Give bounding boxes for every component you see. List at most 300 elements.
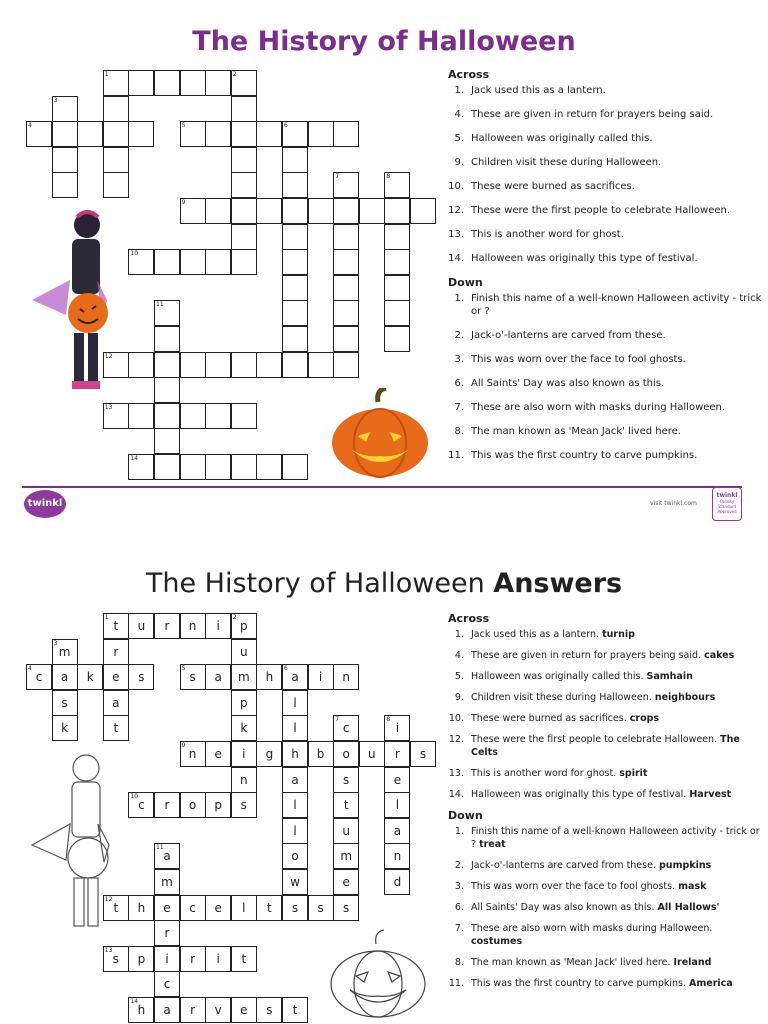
answers-across-heading: Across <box>448 612 490 625</box>
crossword-cell[interactable] <box>205 121 231 147</box>
clue-item <box>448 84 763 97</box>
clue-number: 3. <box>454 354 464 365</box>
clue-number: 6. <box>454 378 464 389</box>
cell-number: 14 <box>130 998 139 1005</box>
cell-letter: t <box>113 619 119 633</box>
cell-letter: k <box>61 721 69 736</box>
crossword-cell[interactable] <box>308 121 334 147</box>
crossword-cell[interactable] <box>103 147 129 173</box>
clue-text: This is another word for ghost. <box>471 768 617 779</box>
crossword-cell <box>282 997 308 1023</box>
crossword-cell[interactable] <box>205 198 231 224</box>
cell-letter: r <box>164 926 170 941</box>
crossword-cell[interactable] <box>128 352 154 378</box>
clue-text: This was worn over the face to fool ghosts. <box>471 881 676 892</box>
crossword-cell <box>308 895 334 921</box>
clue-item <box>448 425 763 438</box>
crossword-cell <box>256 664 282 690</box>
cell-letter: d <box>393 875 402 889</box>
crossword-cell[interactable] <box>333 172 359 198</box>
crossword-cell[interactable] <box>256 454 282 480</box>
cell-number: 8 <box>386 173 391 181</box>
girl-skeleton-costume-illustration <box>22 205 117 400</box>
crossword-cell[interactable] <box>384 172 410 198</box>
clue-answer: All Hallows' <box>657 902 720 913</box>
crossword-cell[interactable] <box>52 121 78 147</box>
clue-text: Children visit these during Halloween. <box>471 157 662 168</box>
clue-answer: treat <box>479 839 506 850</box>
crossword-cell <box>282 818 308 844</box>
crossword-cell <box>154 971 180 997</box>
crossword-cell[interactable] <box>231 454 257 480</box>
answers-down-heading: Down <box>448 809 483 822</box>
cell-letter: h <box>265 670 274 685</box>
cell-letter: a <box>163 1003 171 1017</box>
crossword-cell <box>231 613 257 639</box>
crossword-cell[interactable] <box>308 352 334 378</box>
crossword-cell <box>205 664 231 690</box>
clue-number: 5. <box>454 671 464 682</box>
crossword-cell[interactable] <box>180 70 206 96</box>
crossword-cell <box>103 664 129 690</box>
cell-letter: e <box>214 900 222 915</box>
crossword-cell <box>333 869 359 895</box>
crossword-cell[interactable] <box>103 96 129 122</box>
crossword-cell[interactable] <box>333 326 359 352</box>
cell-number: 1 <box>104 71 109 78</box>
clue-item <box>448 922 763 948</box>
cell-number: 13 <box>104 403 113 411</box>
crossword-cell[interactable] <box>52 172 78 198</box>
cell-letter: m <box>340 849 353 864</box>
cell-letter: a <box>60 670 69 685</box>
cell-number: 14 <box>130 455 139 462</box>
crossword-cell[interactable] <box>205 454 231 480</box>
clue-item <box>448 292 763 318</box>
crossword-cell[interactable] <box>333 275 359 301</box>
crossword-cell <box>333 792 359 818</box>
quality-badge <box>712 487 742 521</box>
answers-title-main: The History of Halloween <box>145 568 485 599</box>
clue-text: This was the first country to carve pumpkins. <box>471 450 698 461</box>
crossword-cell[interactable] <box>384 326 410 352</box>
cell-letter: u <box>342 823 350 838</box>
clues-panel <box>448 68 763 473</box>
crossword-cell[interactable] <box>128 121 154 147</box>
footer-divider <box>22 486 742 488</box>
crossword-cell[interactable] <box>256 352 282 378</box>
jack-o-lantern-illustration <box>330 388 430 480</box>
cell-number: 3 <box>53 96 58 104</box>
crossword-cell[interactable] <box>26 121 52 147</box>
crossword-cell <box>282 843 308 869</box>
crossword-cell[interactable] <box>333 224 359 250</box>
clue-item <box>448 449 763 462</box>
clue-item <box>448 649 763 662</box>
cell-letter: r <box>164 619 170 633</box>
crossword-cell <box>231 664 257 690</box>
crossword-cell[interactable] <box>256 198 282 224</box>
clue-item <box>448 733 763 759</box>
badge-title: twinkl <box>716 492 738 499</box>
crossword-cell <box>103 613 129 639</box>
crossword-cell[interactable] <box>384 275 410 301</box>
crossword-cell <box>205 792 231 818</box>
clue-item <box>448 956 763 969</box>
clue-item <box>448 670 763 683</box>
crossword-cell <box>231 741 257 767</box>
crossword-cell[interactable] <box>333 300 359 326</box>
cell-letter: l <box>395 798 400 813</box>
clue-number: 9. <box>454 157 464 168</box>
clue-number: 8. <box>454 426 464 437</box>
crossword-cell <box>205 613 231 639</box>
clue-item <box>448 401 763 414</box>
cell-number: 9 <box>181 199 186 206</box>
crossword-cell[interactable] <box>128 249 154 275</box>
clue-text: This was the first country to carve pumpkins. <box>471 978 686 989</box>
crossword-cell[interactable] <box>231 96 257 122</box>
clue-number: 11. <box>448 978 464 989</box>
cell-number: 2 <box>232 71 237 78</box>
crossword-cell[interactable] <box>384 198 410 224</box>
answers-across-list <box>448 628 763 801</box>
crossword-cell[interactable] <box>231 352 257 378</box>
crossword-cell[interactable] <box>231 249 257 275</box>
clue-answer: mask <box>678 881 707 892</box>
twinkl-logo: twinkl <box>24 490 66 518</box>
clue-number: 13. <box>448 229 464 240</box>
crossword-cell <box>180 997 206 1023</box>
clue-number: 7. <box>454 402 464 413</box>
clue-answer: turnip <box>602 629 635 640</box>
crossword-cell[interactable] <box>205 70 231 96</box>
crossword-cell <box>308 664 334 690</box>
crossword-cell[interactable] <box>180 454 206 480</box>
cell-letter: i <box>242 747 246 761</box>
crossword-cell[interactable] <box>282 121 308 147</box>
crossword-cell <box>52 690 78 716</box>
down-clue-list <box>448 292 763 462</box>
crossword-cell <box>333 741 359 767</box>
crossword-cell <box>256 741 282 767</box>
crossword-cell[interactable] <box>231 172 257 198</box>
crossword-cell[interactable] <box>154 352 180 378</box>
clue-text: This is another word for ghost. <box>471 229 624 240</box>
cell-letter: s <box>291 900 299 915</box>
clue-text: The man known as 'Mean Jack' lived here. <box>471 426 681 437</box>
crossword-cell <box>282 767 308 793</box>
clue-item <box>448 859 763 872</box>
crossword-cell <box>180 946 206 972</box>
cell-letter: n <box>188 747 197 761</box>
cell-letter: s <box>189 670 196 685</box>
crossword-cell[interactable] <box>154 377 180 403</box>
crossword-cell <box>359 741 385 767</box>
crossword-cell[interactable] <box>154 454 180 480</box>
crossword-cell[interactable] <box>282 275 308 301</box>
crossword-cell <box>154 792 180 818</box>
clue-number: 14. <box>448 253 464 264</box>
crossword-cell[interactable] <box>52 96 78 122</box>
crossword-cell[interactable] <box>128 70 154 96</box>
crossword-cell <box>205 895 231 921</box>
crossword-cell[interactable] <box>333 249 359 275</box>
crossword-cell <box>128 946 154 972</box>
clue-text: These are also worn with masks during Halloween. <box>471 402 726 413</box>
answers-title <box>0 568 768 599</box>
crossword-cell <box>128 895 154 921</box>
clue-text: The man known as 'Mean Jack' lived here. <box>471 957 671 968</box>
clue-text: All Saints' Day was also known as this. <box>471 378 665 389</box>
clue-item <box>448 628 763 641</box>
crossword-cell[interactable] <box>154 403 180 429</box>
crossword-cell <box>77 664 103 690</box>
clue-number: 2. <box>454 860 464 871</box>
visit-link[interactable]: visit twinkl.com <box>650 500 697 507</box>
cell-letter: e <box>240 1003 248 1017</box>
cell-letter: a <box>291 670 299 685</box>
clue-number: 11. <box>448 450 464 461</box>
crossword-cell[interactable] <box>103 403 129 429</box>
crossword-cell <box>384 715 410 741</box>
clue-text: Halloween was originally this type of festival. <box>471 253 698 264</box>
cell-number: 5 <box>181 122 186 130</box>
across-clue-list <box>448 84 763 265</box>
cell-number: 12 <box>104 895 113 903</box>
crossword-cell <box>333 664 359 690</box>
crossword-cell <box>103 690 129 716</box>
cell-number: 8 <box>386 716 391 724</box>
crossword-cell[interactable] <box>282 326 308 352</box>
cell-number: 2 <box>232 614 237 621</box>
clue-number: 2. <box>454 330 464 341</box>
cell-letter: a <box>291 772 299 787</box>
clue-text: Jack-o'-lanterns are carved from these. <box>471 860 656 871</box>
cell-number: 5 <box>181 665 186 673</box>
crossword-cell[interactable] <box>205 352 231 378</box>
crossword-cell[interactable] <box>384 300 410 326</box>
crossword-cell[interactable] <box>308 198 334 224</box>
clue-item <box>448 880 763 893</box>
cell-letter: o <box>291 849 299 864</box>
crossword-cell <box>180 792 206 818</box>
crossword-cell <box>128 997 154 1023</box>
crossword-cell[interactable] <box>231 198 257 224</box>
crossword-cell <box>384 818 410 844</box>
clue-text: Jack used this as a lantern. <box>471 629 600 640</box>
clue-answer: Ireland <box>673 957 712 968</box>
cell-letter: r <box>113 644 119 659</box>
cell-letter: t <box>241 951 247 966</box>
clue-answer: crops <box>629 713 660 724</box>
cell-number: 6 <box>284 122 288 130</box>
cell-letter: s <box>343 772 350 787</box>
crossword-cell <box>103 639 129 665</box>
crossword-cell <box>231 895 257 921</box>
crossword-cell[interactable] <box>128 403 154 429</box>
crossword-cell[interactable] <box>359 198 385 224</box>
crossword-cell <box>154 869 180 895</box>
cell-number: 1 <box>104 614 109 621</box>
crossword-cell[interactable] <box>384 224 410 250</box>
crossword-cell[interactable] <box>333 352 359 378</box>
crossword-cell[interactable] <box>282 198 308 224</box>
clue-answer: The Celts <box>471 734 740 758</box>
crossword-cell <box>26 664 52 690</box>
crossword-cell[interactable] <box>52 147 78 173</box>
down-heading: Down <box>448 276 483 289</box>
crossword-cell <box>52 639 78 665</box>
cell-number: 13 <box>104 946 113 954</box>
crossword-cell <box>384 869 410 895</box>
crossword-cell <box>231 946 257 972</box>
cell-letter: n <box>342 670 350 685</box>
cell-letter: c <box>138 798 145 813</box>
cell-letter: u <box>367 747 376 761</box>
crossword-cell[interactable] <box>231 403 257 429</box>
clue-item <box>448 132 763 145</box>
crossword-cell <box>128 792 154 818</box>
crossword-cell <box>205 997 231 1023</box>
cell-letter: r <box>190 1003 196 1017</box>
clue-number: 1. <box>454 826 464 837</box>
crossword-cell[interactable] <box>154 326 180 352</box>
clue-answer: America <box>689 978 733 989</box>
crossword-cell[interactable] <box>205 403 231 429</box>
jack-o-lantern-outline <box>328 928 428 1020</box>
cell-letter: r <box>190 951 196 966</box>
cell-letter: e <box>112 670 120 685</box>
crossword-cell <box>180 895 206 921</box>
crossword-cell[interactable] <box>180 121 206 147</box>
clue-item <box>448 901 763 914</box>
clue-item <box>448 691 763 704</box>
clue-item <box>448 252 763 265</box>
clue-item <box>448 788 763 801</box>
cell-number: 6 <box>284 665 288 673</box>
cell-letter: a <box>163 849 171 864</box>
crossword-cell[interactable] <box>205 249 231 275</box>
clue-answer: costumes <box>471 936 523 947</box>
crossword-cell[interactable] <box>180 352 206 378</box>
crossword-cell[interactable] <box>103 121 129 147</box>
clue-text: These are also worn with masks during Halloween. <box>471 923 713 934</box>
cell-number: 9 <box>181 742 186 749</box>
crossword-cell[interactable] <box>282 172 308 198</box>
crossword-cell[interactable] <box>410 198 436 224</box>
crossword-cell[interactable] <box>154 70 180 96</box>
crossword-cell <box>231 690 257 716</box>
crossword-cell[interactable] <box>231 147 257 173</box>
crossword-cell <box>231 767 257 793</box>
crossword-cell[interactable] <box>231 70 257 96</box>
crossword-cell[interactable] <box>282 300 308 326</box>
cell-letter: t <box>343 798 349 813</box>
crossword-cell[interactable] <box>282 147 308 173</box>
across-heading: Across <box>448 68 490 81</box>
cell-number: 11 <box>156 844 164 852</box>
clue-number: 10. <box>448 713 464 724</box>
clue-item <box>448 156 763 169</box>
cell-letter: p <box>137 951 146 966</box>
cell-letter: t <box>292 1003 298 1017</box>
crossword-cell[interactable] <box>154 300 180 326</box>
crossword-cell[interactable] <box>282 352 308 378</box>
cell-letter: s <box>343 900 350 915</box>
cell-letter: l <box>242 900 246 915</box>
crossword-cell <box>180 741 206 767</box>
crossword-cell <box>282 792 308 818</box>
clue-item <box>448 204 763 217</box>
crossword-cell[interactable] <box>103 70 129 96</box>
clue-item <box>448 825 763 851</box>
crossword-cell[interactable] <box>282 249 308 275</box>
clue-text: These were burned as sacrifices. <box>471 713 627 724</box>
clue-number: 13. <box>448 768 464 779</box>
crossword-cell <box>180 664 206 690</box>
clue-text: These were the first people to celebrate Halloween. <box>471 205 731 216</box>
clue-answer: Harvest <box>689 789 732 800</box>
crossword-cell[interactable] <box>180 403 206 429</box>
crossword-cell[interactable] <box>282 224 308 250</box>
crossword-cell[interactable] <box>256 121 282 147</box>
clue-text: Jack-o'-lanterns are carved from these. <box>471 330 666 341</box>
crossword-cell[interactable] <box>77 121 103 147</box>
crossword-cell <box>52 715 78 741</box>
crossword-cell <box>333 715 359 741</box>
clue-number: 9. <box>454 692 464 703</box>
clue-number: 4. <box>454 109 464 120</box>
clue-text: Finish this name of a well-known Halloween activity - trick or ? <box>471 826 760 850</box>
cell-letter: e <box>393 772 402 787</box>
crossword-cell[interactable] <box>154 428 180 454</box>
crossword-cell[interactable] <box>103 172 129 198</box>
clue-text: These were the first people to celebrate Halloween. <box>471 734 718 745</box>
clue-text: This was worn over the face to fool ghosts. <box>471 354 686 365</box>
cell-number: 10 <box>130 250 139 258</box>
cell-letter: h <box>137 900 146 915</box>
clue-text: Children visit these during Halloween. <box>471 692 652 703</box>
clue-number: 1. <box>454 293 464 304</box>
crossword-cell[interactable] <box>384 249 410 275</box>
cell-letter: u <box>239 644 248 659</box>
cell-letter: l <box>293 695 297 710</box>
crossword-cell <box>128 613 154 639</box>
crossword-cell[interactable] <box>180 249 206 275</box>
clue-text: These are given in return for prayers being said. <box>471 109 714 120</box>
crossword-cell[interactable] <box>231 121 257 147</box>
crossword-cell <box>333 843 359 869</box>
clue-item <box>448 180 763 193</box>
clue-text: Halloween was originally this type of festival. <box>471 789 687 800</box>
crossword-cell[interactable] <box>333 198 359 224</box>
cell-number: 7 <box>335 716 340 724</box>
cell-letter: s <box>240 798 247 813</box>
crossword-cell[interactable] <box>154 249 180 275</box>
crossword-cell[interactable] <box>282 454 308 480</box>
crossword-cell[interactable] <box>333 121 359 147</box>
cell-letter: m <box>58 644 71 659</box>
crossword-cell[interactable] <box>128 454 154 480</box>
cell-letter: e <box>214 747 222 761</box>
cell-letter: t <box>113 900 119 915</box>
crossword-cell[interactable] <box>231 224 257 250</box>
cell-letter: t <box>113 721 119 736</box>
crossword-cell[interactable] <box>180 198 206 224</box>
cell-letter: h <box>137 1003 146 1017</box>
crossword-cell <box>410 741 436 767</box>
